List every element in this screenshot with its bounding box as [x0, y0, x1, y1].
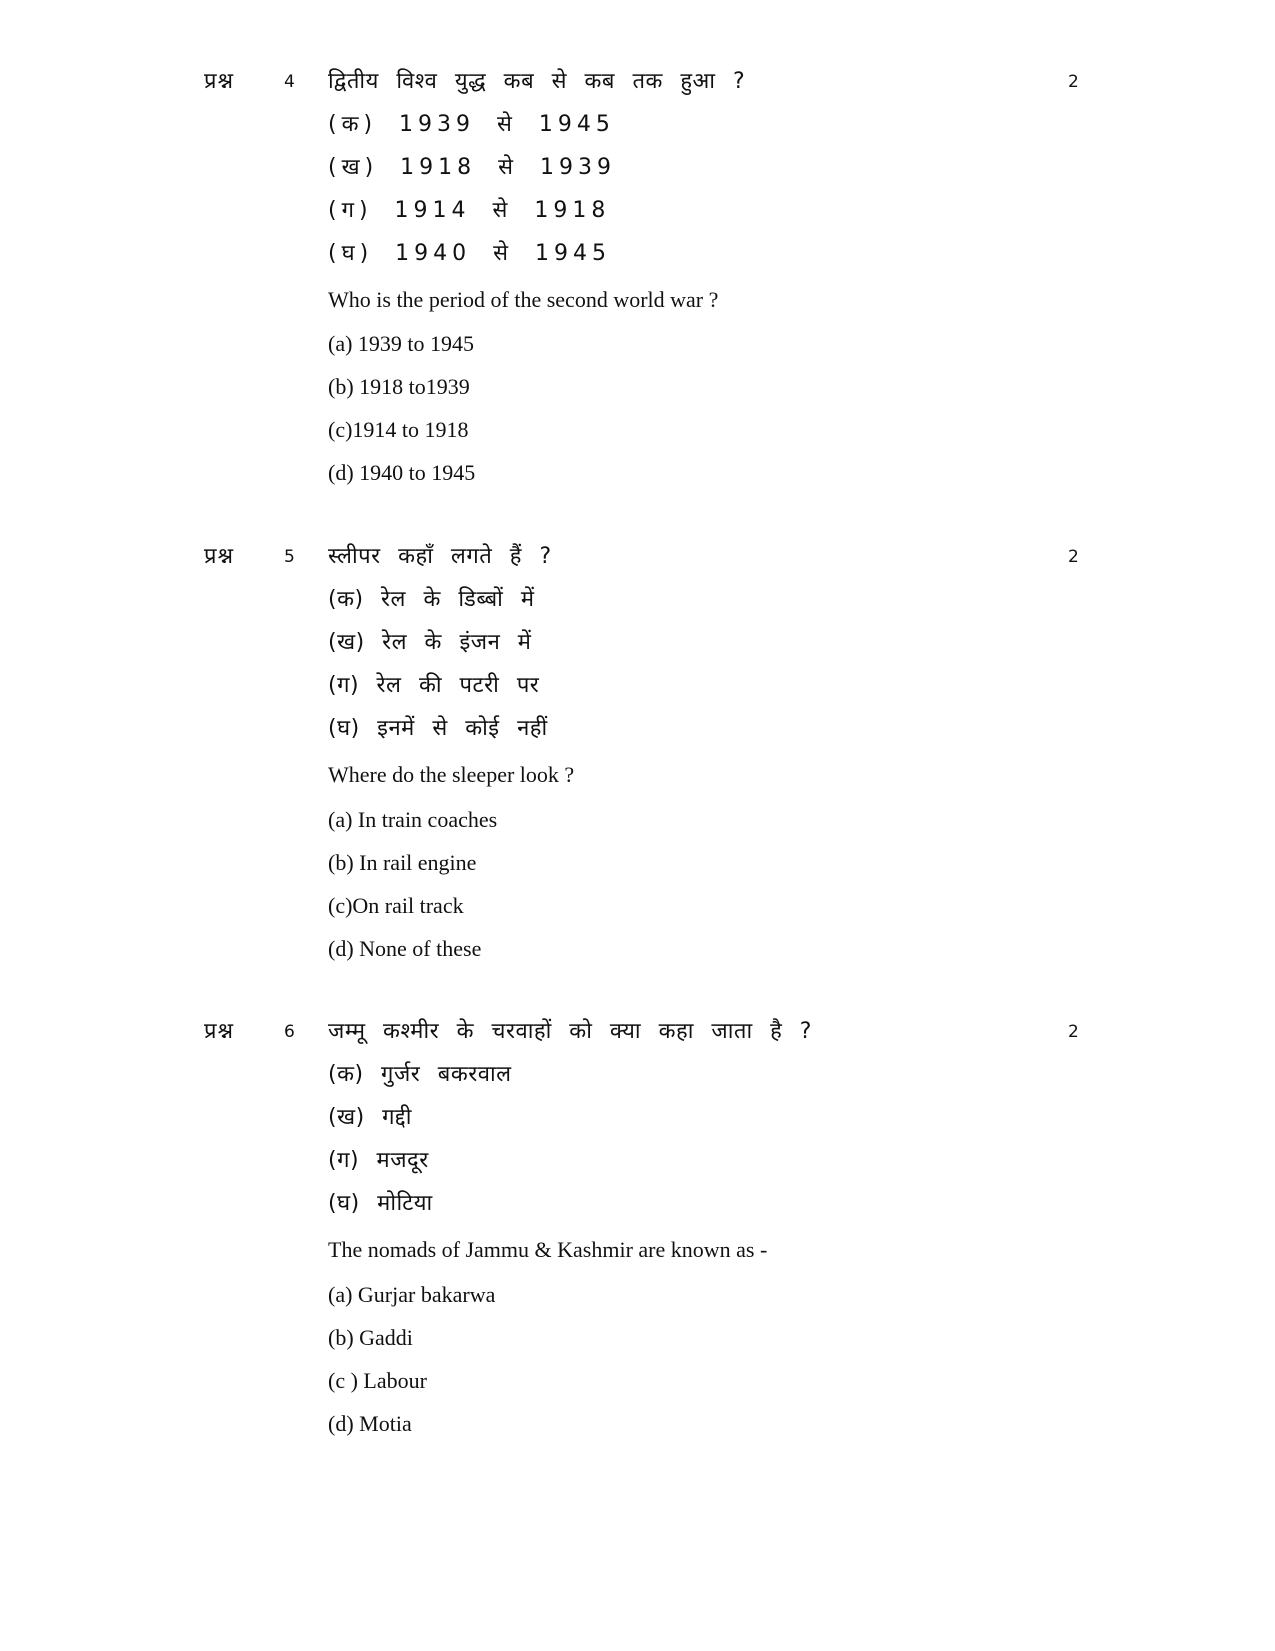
hindi-option: (घ) इनमें से कोई नहीं	[328, 716, 548, 741]
hindi-option: (क) गुर्जर बकरवाल	[328, 1062, 512, 1087]
question-marks: 2	[1068, 547, 1079, 567]
question-label: प्रश्न	[204, 544, 235, 569]
hindi-option: (ग) 1914 से 1918	[328, 198, 611, 223]
english-option: (c)1914 to 1918	[328, 417, 469, 442]
question-label: प्रश्न	[204, 1019, 235, 1044]
question-number: 6	[284, 1022, 295, 1042]
hindi-option: (ख) रेल के इंजन में	[328, 630, 532, 655]
hindi-option: (ग) मजदूर	[328, 1148, 429, 1173]
hindi-option: (घ) मोटिया	[328, 1191, 433, 1216]
english-option: (b) Gaddi	[328, 1325, 413, 1350]
question-number: 5	[284, 547, 295, 567]
question-marks: 2	[1068, 72, 1079, 92]
hindi-question-text: जम्मू कश्मीर के चरवाहों को क्या कहा जाता है ?	[328, 1019, 812, 1044]
hindi-question-text: स्लीपर कहाँ लगते हैं ?	[328, 544, 552, 569]
hindi-option: (क) 1939 से 1945	[328, 112, 615, 137]
english-question-text: Where do the sleeper look ?	[328, 762, 575, 787]
hindi-option: (क) रेल के डिब्बों में	[328, 587, 535, 612]
hindi-question-text: द्वितीय विश्व युद्ध कब से कब तक हुआ ?	[328, 69, 746, 94]
english-option: (c ) Labour	[328, 1368, 427, 1393]
english-question-text: The nomads of Jammu & Kashmir are known as -	[328, 1237, 768, 1262]
english-question-text: Who is the period of the second world war ?	[328, 287, 719, 312]
question-label: प्रश्न	[204, 69, 235, 94]
hindi-option: (घ) 1940 से 1945	[328, 241, 611, 266]
question-number: 4	[284, 72, 295, 92]
english-option: (a) In train coaches	[328, 807, 498, 832]
hindi-option: (ख) गद्दी	[328, 1105, 412, 1130]
english-option: (b) 1918 to1939	[328, 374, 470, 399]
english-option: (d) None of these	[328, 936, 482, 961]
english-option: (c)On rail track	[328, 893, 464, 918]
english-option: (d) Motia	[328, 1411, 412, 1436]
english-option: (a) 1939 to 1945	[328, 331, 475, 356]
english-option: (d) 1940 to 1945	[328, 460, 476, 485]
question-marks: 2	[1068, 1022, 1079, 1042]
english-option: (a) Gurjar bakarwa	[328, 1282, 496, 1307]
hindi-option: (ग) रेल की पटरी पर	[328, 673, 540, 698]
hindi-option: (ख) 1918 से 1939	[328, 155, 616, 180]
english-option: (b) In rail engine	[328, 850, 477, 875]
